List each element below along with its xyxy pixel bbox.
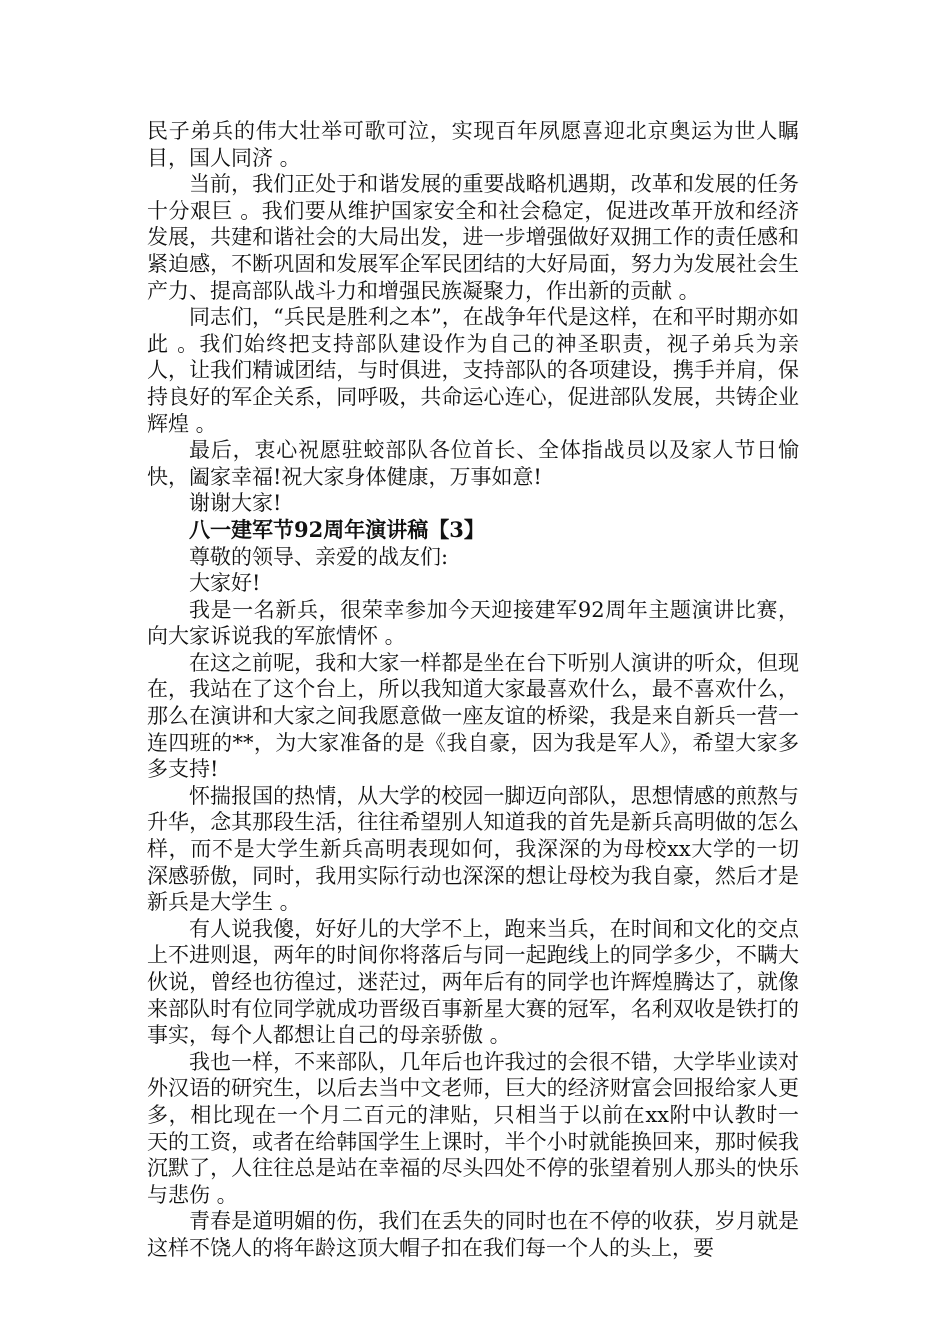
paragraph-2: 当前，我们正处于和谐发展的重要战略机遇期，改革和发展的任务十分艰巨 。我们要从维护国家安全和社会稳定，促进改革开放和经济发展，共建和谐社会的大局出发，进一步增强做好双拥工作的责任感和紧迫感，不断巩固和发展军企军民团结的大好局面，努力为发展社会生产力、提高部队战斗力和增强民族凝聚力，作出新的贡献 。 bbox=[147, 172, 799, 303]
paragraph-12: 有人说我傻，好好儿的大学不上，跑来当兵，在时间和文化的交点上不进则退，两年的时间你将落后与同一起跑线上的同学多少，不瞒大伙说，曾经也彷徨过，迷茫过，两年后有的同学也许辉煌腾达了，就像来部队时有位同学就成功晋级百事新星大赛的冠军，名利双收是铁打的事实，每个人都想让自己的母亲骄傲 。 bbox=[147, 916, 799, 1048]
section-heading: 八一建军节92周年演讲稿【3】 bbox=[189, 516, 485, 542]
paragraph-10: 在这之前呢，我和大家一样都是坐在台下听别人演讲的听众，但现在，我站在了这个台上，所以我知道大家最喜欢什么，最不喜欢什么，那么在演讲和大家之间我愿意做一座友谊的桥梁，我是来自新兵一营一连四班的**，为大家准备的是《我自豪，因为我是军人》，希望大家多多支持! bbox=[147, 650, 799, 782]
paragraph-14: 青春是道明媚的伤，我们在丢失的同时也在不停的收获，岁月就是这样不饶人的将年龄这顶大帽子扣在我们每一个人的头上，要 bbox=[147, 1209, 799, 1260]
paragraph-greeting: 大家好! bbox=[189, 571, 261, 596]
paragraph-salutation: 尊敬的领导、亲爱的战友们: bbox=[189, 544, 449, 569]
paragraph-5: 谢谢大家! bbox=[189, 491, 282, 516]
paragraph-11: 怀揣报国的热情，从大学的校园一脚迈向部队，思想情感的煎熬与升华，念其那段生活，往往希望别人知道我的首先是新兵高明做的怎么样，而不是大学生新兵高明表现如何，我深深的为母校xx大学的一切深感骄傲，同时，我用实际行动也深深的想让母校为我自豪，然后才是新兵是大学生 。 bbox=[147, 783, 799, 915]
paragraph-4: 最后，衷心祝愿驻蛟部队各位首长、全体指战员以及家人节日愉快，阖家幸福!祝大家身体健康，万事如意! bbox=[147, 438, 799, 489]
paragraph-1: 民子弟兵的伟大壮举可歌可泣，实现百年夙愿喜迎北京奥运为世人瞩目，国人同济 。 bbox=[147, 119, 799, 170]
paragraph-9: 我是一名新兵，很荣幸参加今天迎接建军92周年主题演讲比赛，向大家诉说我的军旅情怀 。 bbox=[147, 597, 799, 649]
paragraph-13: 我也一样，不来部队，几年后也许我过的会很不错，大学毕业读对外汉语的研究生，以后去当中文老师，巨大的经济财富会回报给家人更多，相比现在一个月二百元的津贴，只相当于以前在xx附中认教时一天的工资，或者在给韩国学生上课时，半个小时就能换回来，那时候我沉默了，人往往总是站在幸福的尽头四处不停的张望着别人那头的快乐与悲伤 。 bbox=[147, 1049, 799, 1207]
document-page bbox=[147, 118, 799, 1262]
paragraph-3: 同志们，“兵民是胜利之本”，在战争年代是这样，在和平时期亦如此 。我们始终把支持部队建设作为自己的神圣职责，视子弟兵为亲人，让我们精诚团结，与时俱进，支持部队的各项建设，携手并肩，保持良好的军企关系，同呼吸，共命运心连心，促进部队发展，共铸企业辉煌 。 bbox=[147, 305, 799, 436]
